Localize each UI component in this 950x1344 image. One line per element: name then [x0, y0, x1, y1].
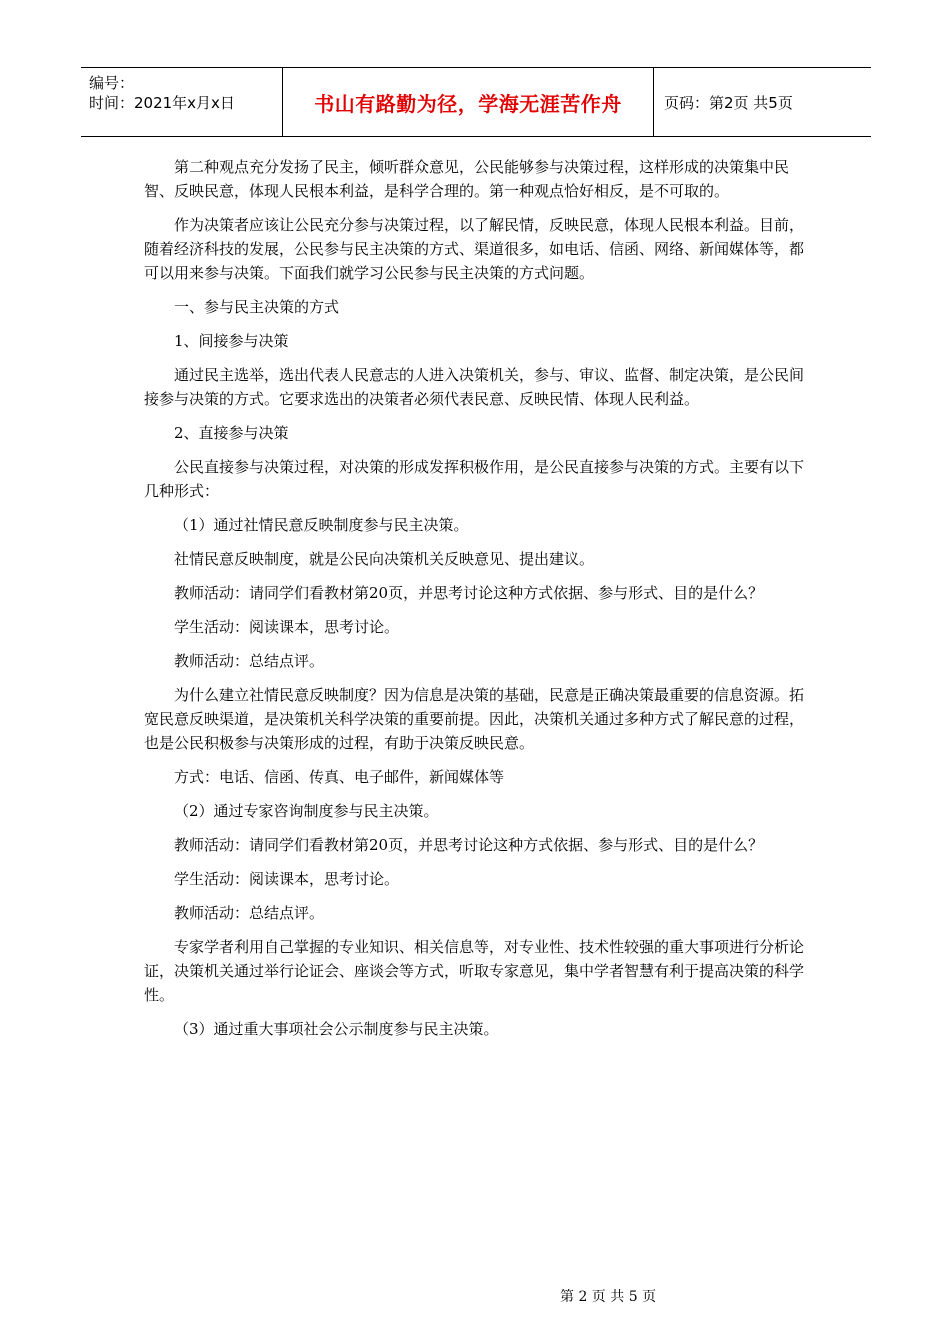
header-page-label: 页码：第2页 共5页 — [664, 93, 793, 112]
paragraph: 学生活动：阅读课本，思考讨论。 — [174, 618, 400, 636]
subsection-heading: 2、直接参与决策 — [174, 424, 289, 442]
subsection-heading: 1、间接参与决策 — [174, 332, 289, 350]
header-meta — [81, 68, 282, 136]
paragraph: 教师活动：总结点评。 — [174, 652, 325, 670]
paragraph: 教师活动：总结点评。 — [174, 904, 325, 922]
number-label: 编号： — [89, 74, 135, 92]
paragraph: 教师活动：请同学们看教材第20页，并思考讨论这种方式依据、参与形式、目的是什么？ — [174, 836, 764, 854]
list-heading: （3）通过重大事项社会公示制度参与民主决策。 — [174, 1020, 499, 1038]
paragraph: 通过民主选举，选出代表人民意志的人进入决策机关，参与、审议、监督、制定决策，是公民间接参与决策的方式。它要求选出的决策者必须代表民意、反映民情、体现人民利益。 — [144, 366, 805, 408]
paragraph: 为什么建立社情民意反映制度？因为信息是决策的基础，民意是正确决策最重要的信息资源。拓宽民意反映渠道，是决策机关科学决策的重要前提。因此，决策机关通过多种方式了解民意的过程，也是公民积极参与决策形成的过程，有助于决策反映民意。 — [144, 686, 805, 752]
document-body — [144, 155, 812, 1051]
paragraph: 第二种观点充分发扬了民主，倾听群众意见，公民能够参与决策过程，这样形成的决策集中民智、反映民意，体现人民根本利益，是科学合理的。第一种观点恰好相反，是不可取的。 — [144, 158, 790, 200]
page-footer: 第 2 页 共 5 页 — [560, 1289, 657, 1305]
list-heading: （1）通过社情民意反映制度参与民主决策。 — [174, 516, 469, 534]
paragraph: 作为决策者应该让公民充分参与决策过程，以了解民情，反映民意，体现人民根本利益。目前，随着经济科技的发展，公民参与民主决策的方式、渠道很多，如电话、信函、网络、新闻媒体等，都可以用来参与决策。下面我们就学习公民参与民主决策的方式问题。 — [144, 216, 805, 282]
time-label: 时间：2021年x月x日 — [89, 94, 235, 112]
paragraph: 社情民意反映制度，就是公民向决策机关反映意见、提出建议。 — [174, 550, 595, 568]
paragraph: 专家学者利用自己掌握的专业知识、相关信息等，对专业性、技术性较强的重大事项进行分析论证，决策机关通过举行论证会、座谈会等方式，听取专家意见，集中学者智慧有利于提高决策的科学性。 — [144, 938, 805, 1004]
header-motto: 书山有路勤为径，学海无涯苦作舟 — [282, 68, 654, 136]
paragraph: 学生活动：阅读课本，思考讨论。 — [174, 870, 400, 888]
paragraph: 方式：电话、信函、传真、电子邮件，新闻媒体等 — [174, 768, 505, 786]
list-heading: （2）通过专家咨询制度参与民主决策。 — [174, 802, 439, 820]
section-heading: 一、参与民主决策的方式 — [174, 298, 340, 316]
paragraph: 教师活动：请同学们看教材第20页，并思考讨论这种方式依据、参与形式、目的是什么？ — [174, 584, 764, 602]
paragraph: 公民直接参与决策过程，对决策的形成发挥积极作用，是公民直接参与决策的方式。主要有以下几种形式： — [144, 458, 805, 500]
page-header — [81, 67, 871, 137]
